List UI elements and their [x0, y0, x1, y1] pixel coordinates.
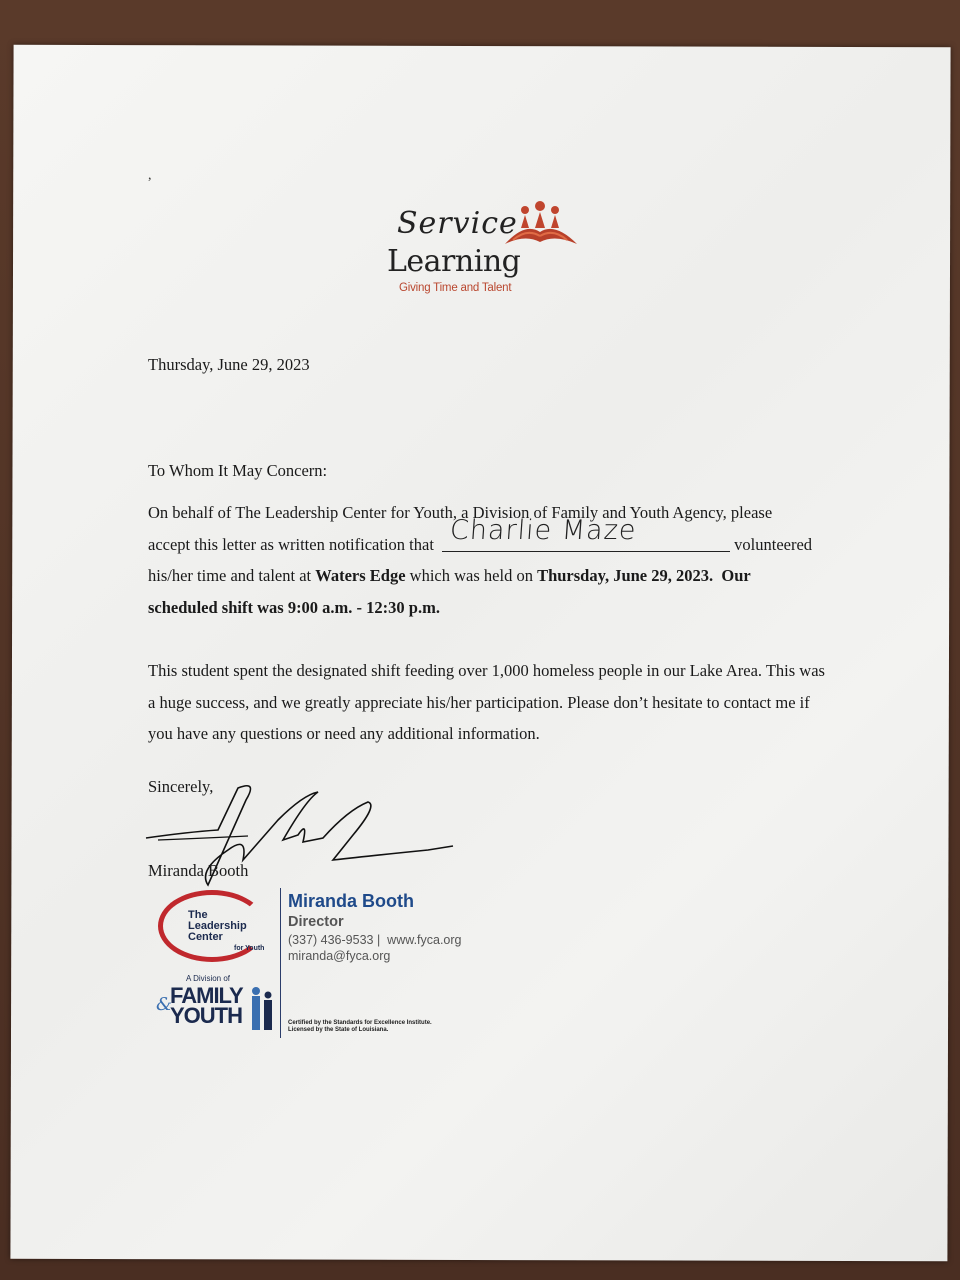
event-date: Thursday, June 29, 2023.: [537, 566, 714, 585]
leadership-center-logo: [158, 890, 278, 1040]
card-name: Miranda Booth: [288, 891, 414, 911]
handwritten-name: Charlie Maze: [448, 514, 638, 546]
shift-time: Our scheduled shift was 9:00 a.m. - 12:30 p.m.: [148, 566, 751, 617]
stray-mark: ,: [148, 168, 152, 183]
org-name: The Leadership Center: [188, 909, 247, 943]
signer-name: Miranda Booth: [148, 861, 249, 880]
org-sub: for Youth: [234, 945, 265, 952]
letter-paragraph-1: [148, 497, 818, 623]
event-name: Waters Edge: [315, 566, 406, 585]
p1-part-a: On behalf of The Leadership Center for Youth, a Division of Family and Youth Agency, please accept this letter as written notification that: [148, 503, 773, 554]
family-figures-icon: [250, 986, 274, 1034]
card-website: www.fyca.org: [387, 933, 462, 947]
card-contact-line: [288, 932, 462, 948]
cert-line-2: Licensed by the State of Louisiana.: [288, 1027, 389, 1033]
cert-line-1: Certified by the Standards for Excellence Institute.: [288, 1020, 432, 1026]
p1-part-b: volunteered his/her time and talent at: [148, 534, 813, 585]
card-phone: (337) 436-9533: [288, 933, 374, 947]
card-divider: [280, 888, 281, 1038]
letter-paragraph-2: This student spent the designated shift feeding over 1,000 homeless people in our Lake Area. This was a huge success, and we greatly appreciate his/her participation. Please don’t hesitate to contact me if you have any questions or need any additional information.: [148, 661, 825, 743]
p1-part-c: which was held on: [409, 566, 533, 585]
service-learning-logo: [385, 200, 585, 300]
family-word: FAMILY: [170, 983, 243, 1008]
logo-script-word: Service: [397, 206, 518, 241]
card-email: miranda@fyca.org: [288, 949, 391, 963]
card-title: Director: [288, 914, 344, 930]
family-text: [170, 983, 243, 1028]
certification-text: [288, 1020, 432, 1034]
ampersand: &: [156, 994, 173, 1015]
division-text: A Division of: [186, 974, 231, 983]
logo-main-word: Learning: [387, 244, 521, 279]
card-separator: |: [376, 933, 381, 947]
name-fill-in-line: [442, 514, 730, 552]
logo-tagline: Giving Time and Talent: [399, 282, 512, 294]
letter-salutation: To Whom It May Concern:: [148, 461, 328, 480]
letter-closing: Sincerely,: [148, 777, 214, 796]
youth-word: YOUTH: [170, 1003, 242, 1028]
contact-card: [288, 890, 462, 964]
letter-date: Thursday, June 29, 2023: [148, 355, 310, 374]
